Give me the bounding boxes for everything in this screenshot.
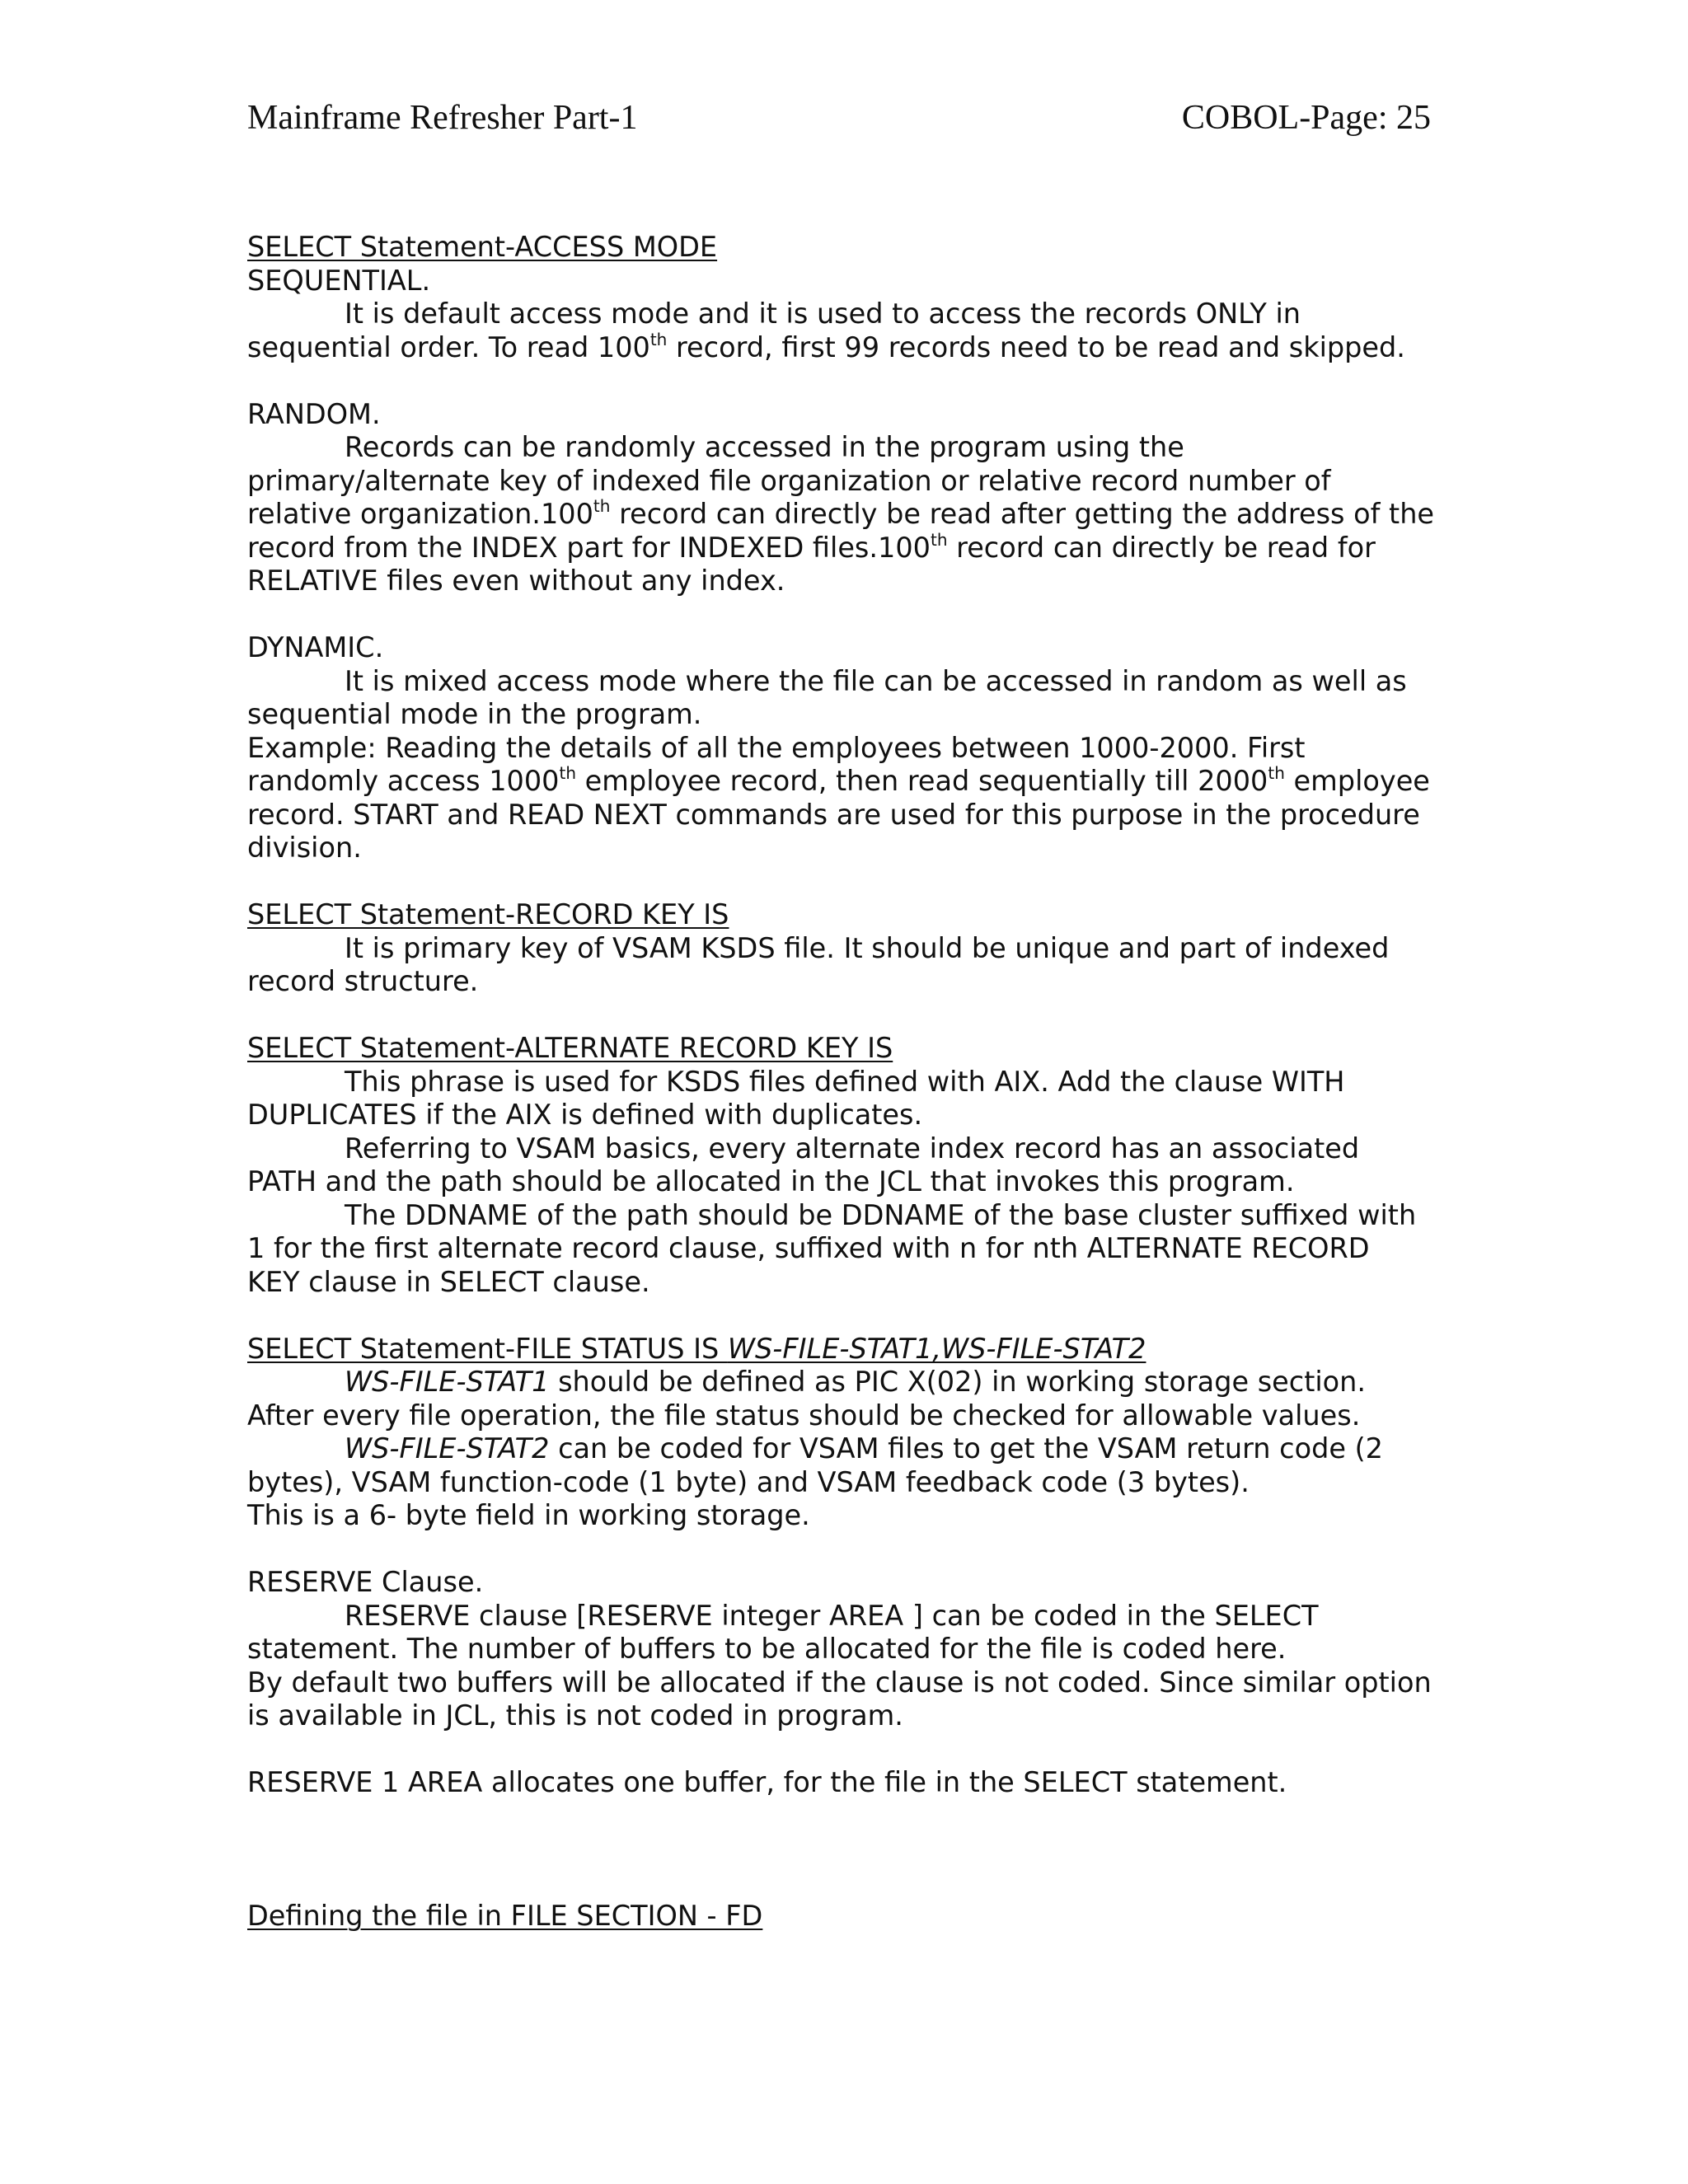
section-heading-file-status: SELECT Statement-FILE STATUS IS WS-FILE-STAT1,WS-FILE-STAT2 (247, 1332, 1146, 1365)
paragraph-line: PATH and the path should be allocated in the JCL that invokes this program. (247, 1165, 1295, 1197)
paragraph-line: KEY clause in SELECT clause. (247, 1265, 650, 1298)
paragraph-line: Referring to VSAM basics, every alternate index record has an associated (345, 1132, 1360, 1165)
subheading-sequential: SEQUENTIAL. (247, 264, 431, 297)
subheading-reserve-clause: RESERVE Clause. (247, 1566, 484, 1598)
paragraph-line: record from the INDEX part for INDEXED files.100th record can directly be read for (247, 529, 1376, 564)
section-heading-alternate-key: SELECT Statement-ALTERNATE RECORD KEY IS (247, 1032, 893, 1064)
paragraph-line: By default two buffers will be allocated if the clause is not coded. Since similar option (247, 1666, 1432, 1699)
paragraph-line: RELATIVE files even without any index. (247, 565, 785, 597)
paragraph-line: statement. The number of buffers to be allocated for the file is coded here. (247, 1633, 1287, 1665)
paragraph-line: This is a 6- byte field in working storage. (247, 1499, 810, 1531)
paragraph-line: It is primary key of VSAM KSDS file. It should be unique and part of indexed (345, 931, 1390, 964)
paragraph-line: sequential order. To read 100th record, first 99 records need to be read and skipped. (247, 329, 1405, 363)
paragraph-line: Records can be randomly accessed in the program using the (345, 431, 1184, 463)
paragraph-line: It is mixed access mode where the file can be accessed in random as well as (345, 664, 1407, 697)
paragraph-line: This phrase is used for KSDS files defined with AIX. Add the clause WITH (345, 1065, 1345, 1098)
paragraph-line: record. START and READ NEXT commands are used for this purpose in the procedure (247, 798, 1420, 831)
paragraph-line: After every file operation, the file status should be checked for allowable values. (247, 1399, 1361, 1432)
paragraph-line: RESERVE clause [RESERVE integer AREA ] can be coded in the SELECT (345, 1599, 1319, 1632)
section-heading-fd: Defining the file in FILE SECTION - FD (247, 1900, 763, 1932)
paragraph-line: is available in JCL, this is not coded in program. (247, 1699, 903, 1732)
page-header (247, 97, 1431, 138)
header-page-number: COBOL-Page: 25 (1181, 99, 1431, 137)
document-body (247, 231, 1447, 1933)
paragraph-line: relative organization.100th record can directly be read after getting the address of the (247, 496, 1435, 530)
paragraph-line: DUPLICATES if the AIX is defined with duplicates. (247, 1099, 923, 1131)
paragraph-line: WS-FILE-STAT1 should be defined as PIC X(02) in working storage section. (345, 1366, 1367, 1398)
subheading-random: RANDOM. (247, 397, 381, 430)
paragraph-line: It is default access mode and it is used to access the records ONLY in (345, 298, 1301, 330)
paragraph-line: division. (247, 832, 362, 864)
subheading-dynamic: DYNAMIC. (247, 631, 384, 663)
paragraph-line: 1 for the first alternate record clause, suffixed with n for nth ALTERNATE RECORD (247, 1232, 1370, 1264)
section-heading-record-key: SELECT Statement-RECORD KEY IS (247, 898, 729, 930)
paragraph-line: The DDNAME of the path should be DDNAME of the base cluster suffixed with (345, 1198, 1417, 1231)
paragraph-line: sequential mode in the program. (247, 698, 702, 730)
paragraph-line: randomly access 1000th employee record, then read sequentially till 2000th employee (247, 763, 1430, 797)
section-heading-access-mode: SELECT Statement-ACCESS MODE (247, 231, 718, 263)
paragraph-line: record structure. (247, 965, 479, 997)
header-book-title: Mainframe Refresher Part-1 (247, 99, 638, 137)
paragraph-line: RESERVE 1 AREA allocates one buffer, for the file in the SELECT statement. (247, 1766, 1287, 1798)
paragraph-line: primary/alternate key of indexed file organization or relative record number of (247, 464, 1331, 497)
paragraph-line: WS-FILE-STAT2 can be coded for VSAM files to get the VSAM return code (2 (345, 1432, 1383, 1465)
paragraph-line: Example: Reading the details of all the employees between 1000-2000. First (247, 731, 1306, 764)
paragraph-line: bytes), VSAM function-code (1 byte) and VSAM feedback code (3 bytes). (247, 1465, 1250, 1498)
